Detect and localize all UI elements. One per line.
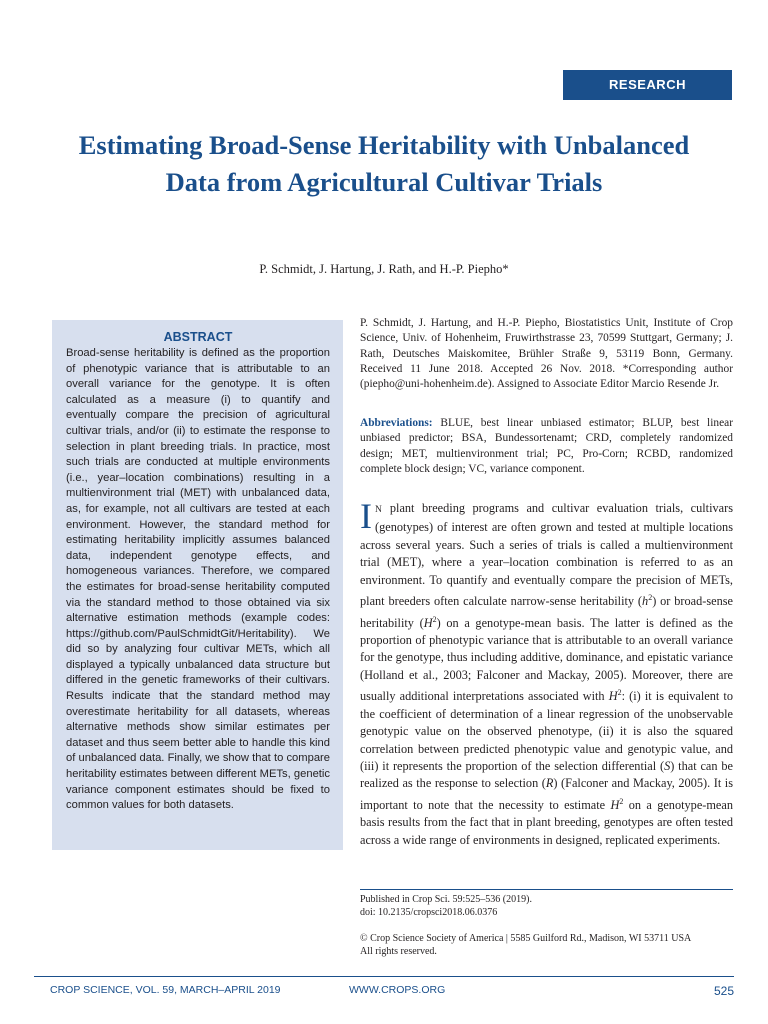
copyright-block <box>360 932 733 958</box>
symbol-R: R <box>545 776 554 791</box>
first-word-smallcaps: N <box>375 505 383 515</box>
text-segment: on a genotype-mean basis results from the fact that in plant breeding, genotypes are often tested across a wide range of environments in designed, replicated experiments. <box>360 797 733 847</box>
drop-cap: I <box>360 496 372 536</box>
abstract-heading: ABSTRACT <box>163 330 233 344</box>
affiliation-text: P. Schmidt, J. Hartung, and H.-P. Piepho, Biostatistics Unit, Institute of Crop Science, Univ. of Hohenheim, Fruwirthstrasse 23, 70599 Stuttgart, Germany; J. Rath, Deutsches Maiskomitee, Brühler Straße 9, 53119 Bonn, Germany. Received 11 June 2018. Accepted 26 Nov. 2018. *Corresponding author (piepho@uni-hohenheim.de). Assigned to Associate Editor Marcio Resende Jr. <box>360 317 733 391</box>
publication-info <box>360 893 733 919</box>
superscript: 2 <box>619 796 624 806</box>
article-title: Estimating Broad-Sense Heritability with Unbalanced Data from Agricultural Cultivar Trials <box>78 130 690 197</box>
copyright-line: © Crop Science Society of America | 5585 Guilford Rd., Madison, WI 53711 USA <box>360 933 692 944</box>
author-list: P. Schmidt, J. Hartung, J. Rath, and H.-P. Piepho* <box>259 262 509 276</box>
symbol-h: h <box>642 594 649 609</box>
journal-citation: CROP SCIENCE, VOL. 59, MARCH–APRIL 2019 <box>50 984 281 996</box>
symbol-H: H <box>610 797 620 812</box>
section-label: RESEARCH <box>563 70 732 100</box>
text-segment: ) on a genotype-mean basis. The latter is defined as the proportion of phenotypic variance that is attributable to an overall variance for the genotype, thus including additive, dominance, and epistatic variance (Holland et al., 2003; Falconer and Mackay, 2005). Moreover, there are usually additional interpretations associated with <box>360 615 734 704</box>
journal-website-link[interactable]: WWW.CROPS.ORG <box>349 984 446 996</box>
superscript: 2 <box>648 593 653 603</box>
superscript: 2 <box>432 614 437 624</box>
abbreviations-text: BLUE, best linear unbiased estimator; BLUP, best linear unbiased predictor; BSA, Bundessortenamt; CRD, completely randomized design; MET, multienvironment trial; PC, Pro-Corn; RCBD, randomized complete block design; VC, variance component. <box>360 417 733 475</box>
abbreviations-label: Abbreviations: <box>360 417 433 429</box>
superscript: 2 <box>617 688 622 698</box>
introduction-body <box>360 496 734 849</box>
abstract-panel <box>52 320 343 850</box>
symbol-H: H <box>608 689 618 704</box>
page-footer <box>34 984 734 998</box>
published-line: Published in Crop Sci. 59:525–536 (2019). <box>360 894 532 905</box>
doi-line[interactable]: doi: 10.2135/cropsci2018.06.0376 <box>360 907 498 918</box>
symbol-S: S <box>664 758 671 773</box>
page-number: 525 <box>713 984 734 998</box>
text-segment: ) that can be realized as the response to selection ( <box>360 758 733 791</box>
symbol-H: H <box>423 615 433 630</box>
text-segment: : (i) it is equivalent to the coefficient of determination of a linear regression of the unobservable genotypic value on the observed phenotype, (ii) it is also the squared correlation between predicted phenotypic value and genotypic value, and (iii) it represents the proportion of the selection differential ( <box>360 689 733 773</box>
author-affiliation <box>360 316 733 392</box>
rights-line: All rights reserved. <box>360 946 437 957</box>
introduction-paragraph <box>360 496 734 849</box>
text-segment: ) (Falconer and Mackay, 2005). It is important to note that the necessity to estimate <box>360 776 733 812</box>
abbreviations-block <box>360 416 733 477</box>
text-segment: plant breeding programs and cultivar evaluation trials, cultivars (genotypes) of interest are often grown and tested at multiple locations across several years. Such a series of trials is called a multienvironment trial (MET), where a year–location combination is referred to as an environment. To quantify and eventually compare the precision of METs, plant breeders often calculate narrow-sense heritability ( <box>360 501 733 609</box>
footer-divider <box>34 976 734 977</box>
publication-divider <box>360 889 733 890</box>
text-segment: ) or broad-sense heritability ( <box>360 594 733 630</box>
abstract-text: Broad-sense heritability is defined as the proportion of phenotypic variance that is attributable to an overall variance for the genotype. It is often calculated as a measure (i) to quantify and eventually compare the precision of agricultural cultivar trials, and/or (ii) to estimate the response to selection in plant breeding trials. In practice, most such trials are conducted at multiple environments (i.e., year–location combinations) resulting in a multienvironment trial (MET) with unbalanced data, as, for example, not all cultivars are tested at each environment. However, the standard method for estimating heritability implicitly assumes balanced data, independent genotype effects, and homogeneous variances. Therefore, we compared the estimates for broad-sense heritability computed via the standard method to those obtained via six alternative estimation methods (example codes: https://github.com/PaulSchmidtGit/Heritability). We did so by analyzing four cultivar METs, which all displayed a typically unbalanced data structure but differed in the genetic frameworks of their cultivars. Results indicate that the standard method may overestimate heritability for all datasets, whereas alternative methods show similar estimates per dataset and thus seem better able to handle this kind of unbalanced data. Finally, we show that to compare heritability estimates between different METs, genetic variance component estimates should be fixed to common values for both datasets. <box>66 347 330 812</box>
